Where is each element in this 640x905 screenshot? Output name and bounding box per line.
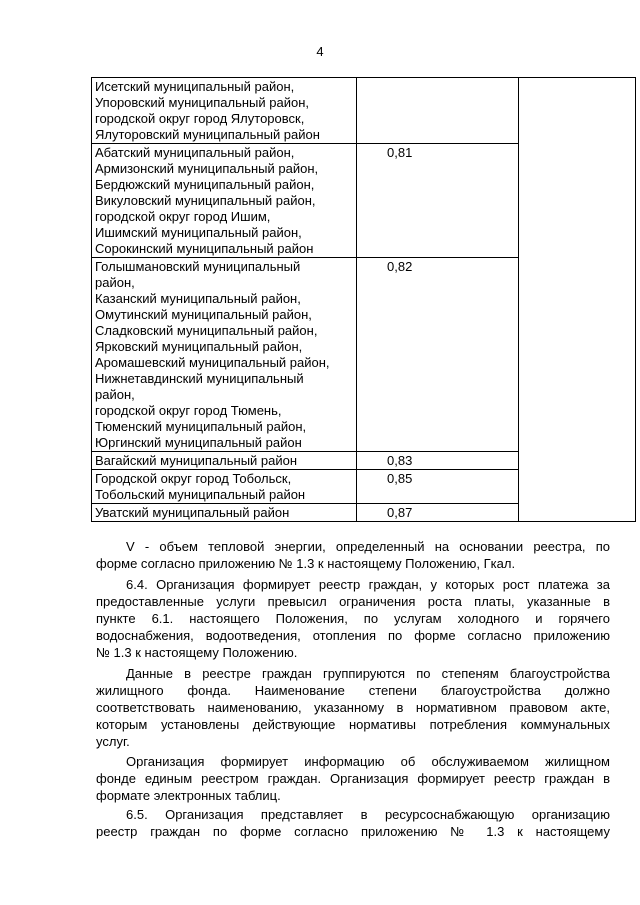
paragraph-6-4 [96,576,610,661]
paragraph-line: формате электронных таблиц. [96,788,281,803]
area-name: городской округ город Ялуторовск, [95,111,305,126]
coefficient-value: 0,87 [357,504,519,522]
paragraph-line: 6.5. Организация представляет в ресурсоснабжающую организацию [126,807,610,822]
paragraph-line: которым установлены действующие нормативы потребления коммунальных [96,717,610,732]
area-name: район, [95,387,135,402]
coefficient-value: 0,82 [357,258,519,452]
paragraph-line: 6.4. Организация формирует реестр граждан, у которых рост платежа за [126,577,610,592]
paragraph-grouping [96,665,610,750]
merged-empty-cell [519,78,636,522]
paragraph-line: № 1.3 к настоящему Положению. [96,645,298,660]
paragraph-single-registry [96,753,610,804]
paragraph-line: пункте 6.1. настоящего Положения, по услугам холодного и горячего [96,611,610,626]
area-name: Аромашевский муниципальный район, [95,355,330,370]
area-name: Вагайский муниципальный район [95,453,298,468]
area-name: Голышмановский муниципальный [95,259,301,274]
page-number: 4 [316,44,324,59]
area-name: Бердюжский муниципальный район, [95,177,315,192]
table-row [92,78,636,144]
paragraph-v-definition [96,538,610,572]
area-name: городской округ город Тюмень, [95,403,282,418]
area-name: Юргинский муниципальный район [95,435,302,450]
area-names-cell [92,470,357,504]
area-name: район, [95,275,135,290]
paragraph-line: форме согласно приложению № 1.3 к настоящему Положению, Гкал. [96,556,516,571]
paragraph-line: жилищного фонда. Наименование степени благоустройства должно [96,683,610,698]
area-name: Ярковский муниципальный район, [95,339,303,354]
area-name: Викуловский муниципальный район, [95,193,316,208]
area-names-cell [92,78,357,144]
coefficient-table [91,77,636,522]
area-name: Тобольский муниципальный район [95,487,306,502]
coefficient-value: 0,85 [357,470,519,504]
area-name: Сорокинский муниципальный район [95,241,314,256]
area-names-cell [92,258,357,452]
area-name: Казанский муниципальный район, [95,291,301,306]
area-name: Тюменский муниципальный район, [95,419,307,434]
paragraph-line: услуг. [96,734,130,749]
paragraph-line: водоснабжения, водоотведения, отопления по форме согласно приложению [96,628,610,643]
area-name: Нижнетавдинский муниципальный [95,371,304,386]
area-names-cell [92,144,357,258]
area-name: Омутинский муниципальный район, [95,307,312,322]
area-names-cell [92,452,357,470]
paragraph-line: V - объем тепловой энергии, определенный на основании реестра, по [126,539,610,554]
coefficient-value: 0,81 [357,144,519,258]
area-name: Сладковский муниципальный район, [95,323,318,338]
area-name: Городской округ город Тобольск, [95,471,292,486]
area-name: Упоровский муниципальный район, [95,95,309,110]
area-names-cell [92,504,357,522]
area-name: Ишимский муниципальный район, [95,225,302,240]
paragraph-line: Организация формирует информацию об обслуживаемом жилищном [126,754,610,769]
paragraph-line: соответствовать наименованию, указанному в нормативном правовом акте, [96,700,610,715]
paragraph-line: Данные в реестре граждан группируются по степеням благоустройства [126,666,610,681]
coefficient-value [357,78,519,144]
area-name: Исетский муниципальный район, [95,79,295,94]
area-name: Абатский муниципальный район, [95,145,295,160]
coefficient-value: 0,83 [357,452,519,470]
area-name: Уватский муниципальный район [95,505,290,520]
paragraph-line: предоставленные услуги превысил ограничения роста платы, указанные в [96,594,610,609]
area-name: Ялуторовский муниципальный район [95,127,320,142]
paragraph-6-5 [96,806,610,840]
paragraph-line: реестр граждан по форме согласно приложению № 1.3 к настоящему [96,824,610,839]
paragraph-line: фонде единым реестром граждан. Организация формирует реестр граждан в [96,771,610,786]
area-name: Армизонский муниципальный район, [95,161,319,176]
area-name: городской округ город Ишим, [95,209,271,224]
